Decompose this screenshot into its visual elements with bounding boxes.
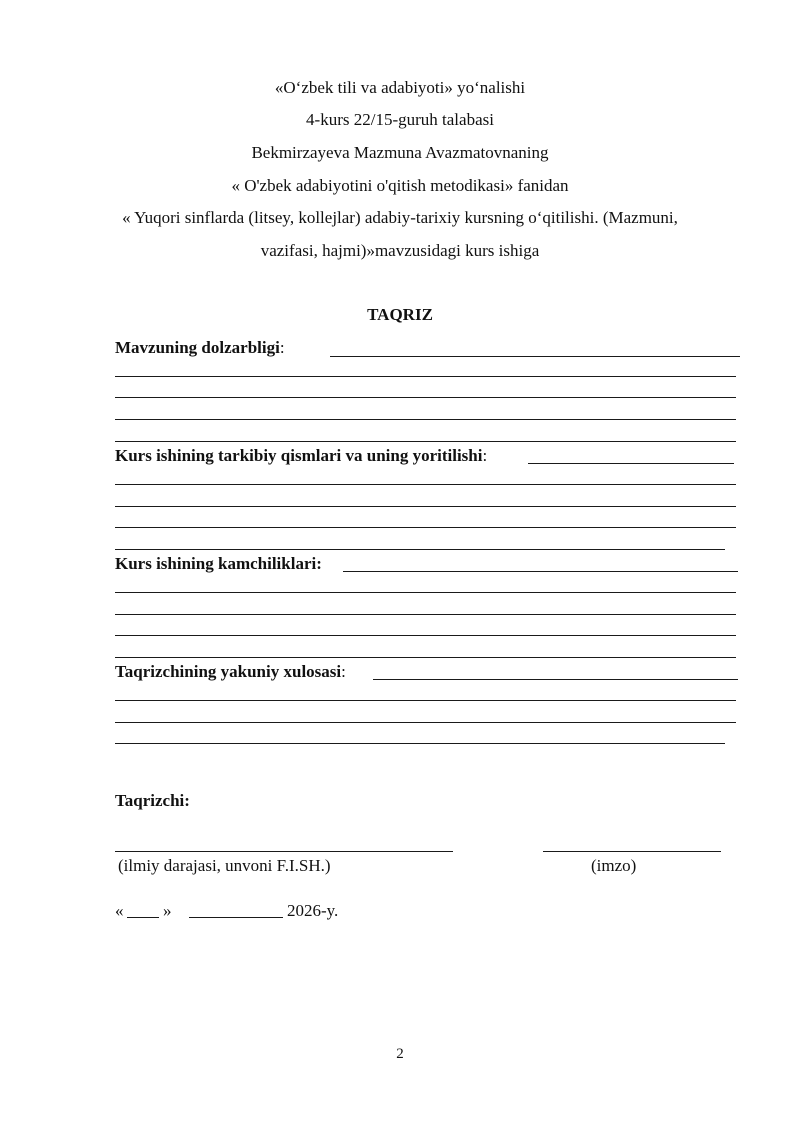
shortcomings-answer-line[interactable]: [343, 571, 738, 572]
structure-line-2[interactable]: [115, 506, 736, 507]
reviewer-label: Taqrizchi:: [115, 791, 190, 810]
header-direction: «O‘zbek tili va adabiyoti» yo‘nalishi: [274, 78, 526, 97]
review-title: TAQRIZ: [367, 305, 433, 324]
structure-answer-line[interactable]: [528, 463, 734, 464]
section-shortcomings-label: Kurs ishining kamchiliklari:: [115, 554, 322, 573]
section-relevance-label: Mavzuning dolzarbligi: [115, 338, 280, 357]
section-structure-label: Kurs ishining tarkibiy qismlari va uning yoritilishi: [115, 446, 483, 465]
date-close-quote: »: [163, 901, 172, 920]
conclusion-line-1[interactable]: [115, 700, 736, 701]
structure-line-4[interactable]: [115, 549, 725, 550]
relevance-answer-line[interactable]: [330, 356, 740, 357]
date-month-line[interactable]: [189, 917, 283, 918]
header-student-name: Bekmirzayeva Mazmuna Avazmatovnaning: [251, 143, 549, 162]
relevance-line-1[interactable]: [115, 376, 736, 377]
relevance-line-4[interactable]: [115, 441, 736, 442]
date-day-line[interactable]: [127, 917, 159, 918]
conclusion-line-3[interactable]: [115, 743, 725, 744]
section-conclusion-heading: [115, 662, 346, 682]
header-topic-line2: vazifasi, hajmi)»mavzusidagi kurs ishiga: [260, 241, 540, 260]
header-subject: « O'zbek adabiyotini o'qitish metodikasi» fanidan: [231, 176, 569, 195]
section-relevance-heading: [115, 338, 285, 358]
shortcomings-line-2[interactable]: [115, 614, 736, 615]
reviewer-name-line[interactable]: [115, 851, 453, 852]
shortcomings-line-1[interactable]: [115, 592, 736, 593]
date-open-quote: «: [115, 901, 124, 920]
header-topic-line1: « Yuqori sinflarda (litsey, kollejlar) adabiy-tarixiy kursning o‘qitilishi. (Mazmuni,: [122, 208, 678, 227]
conclusion-answer-line[interactable]: [373, 679, 738, 680]
page-number: 2: [396, 1046, 404, 1062]
date-year: 2026-y.: [287, 901, 339, 920]
conclusion-line-2[interactable]: [115, 722, 736, 723]
section-conclusion-colon: :: [341, 662, 346, 681]
section-relevance-colon: :: [279, 338, 285, 357]
section-shortcomings-heading: [115, 554, 322, 574]
header-course-group: 4-kurs 22/15-guruh talabasi: [306, 110, 494, 129]
structure-line-1[interactable]: [115, 484, 736, 485]
section-structure-heading: [115, 446, 487, 466]
reviewer-signature-line[interactable]: [543, 851, 721, 852]
section-conclusion-label: Taqrizchining yakuniy xulosasi: [115, 662, 342, 681]
reviewer-signature-caption: (imzo): [591, 856, 637, 875]
relevance-line-2[interactable]: [115, 397, 736, 398]
structure-line-3[interactable]: [115, 527, 736, 528]
shortcomings-line-3[interactable]: [115, 635, 736, 636]
reviewer-name-caption: (ilmiy darajasi, unvoni F.I.SH.): [118, 856, 331, 875]
shortcomings-line-4[interactable]: [115, 657, 736, 658]
relevance-line-3[interactable]: [115, 419, 736, 420]
section-structure-colon: :: [482, 446, 488, 465]
